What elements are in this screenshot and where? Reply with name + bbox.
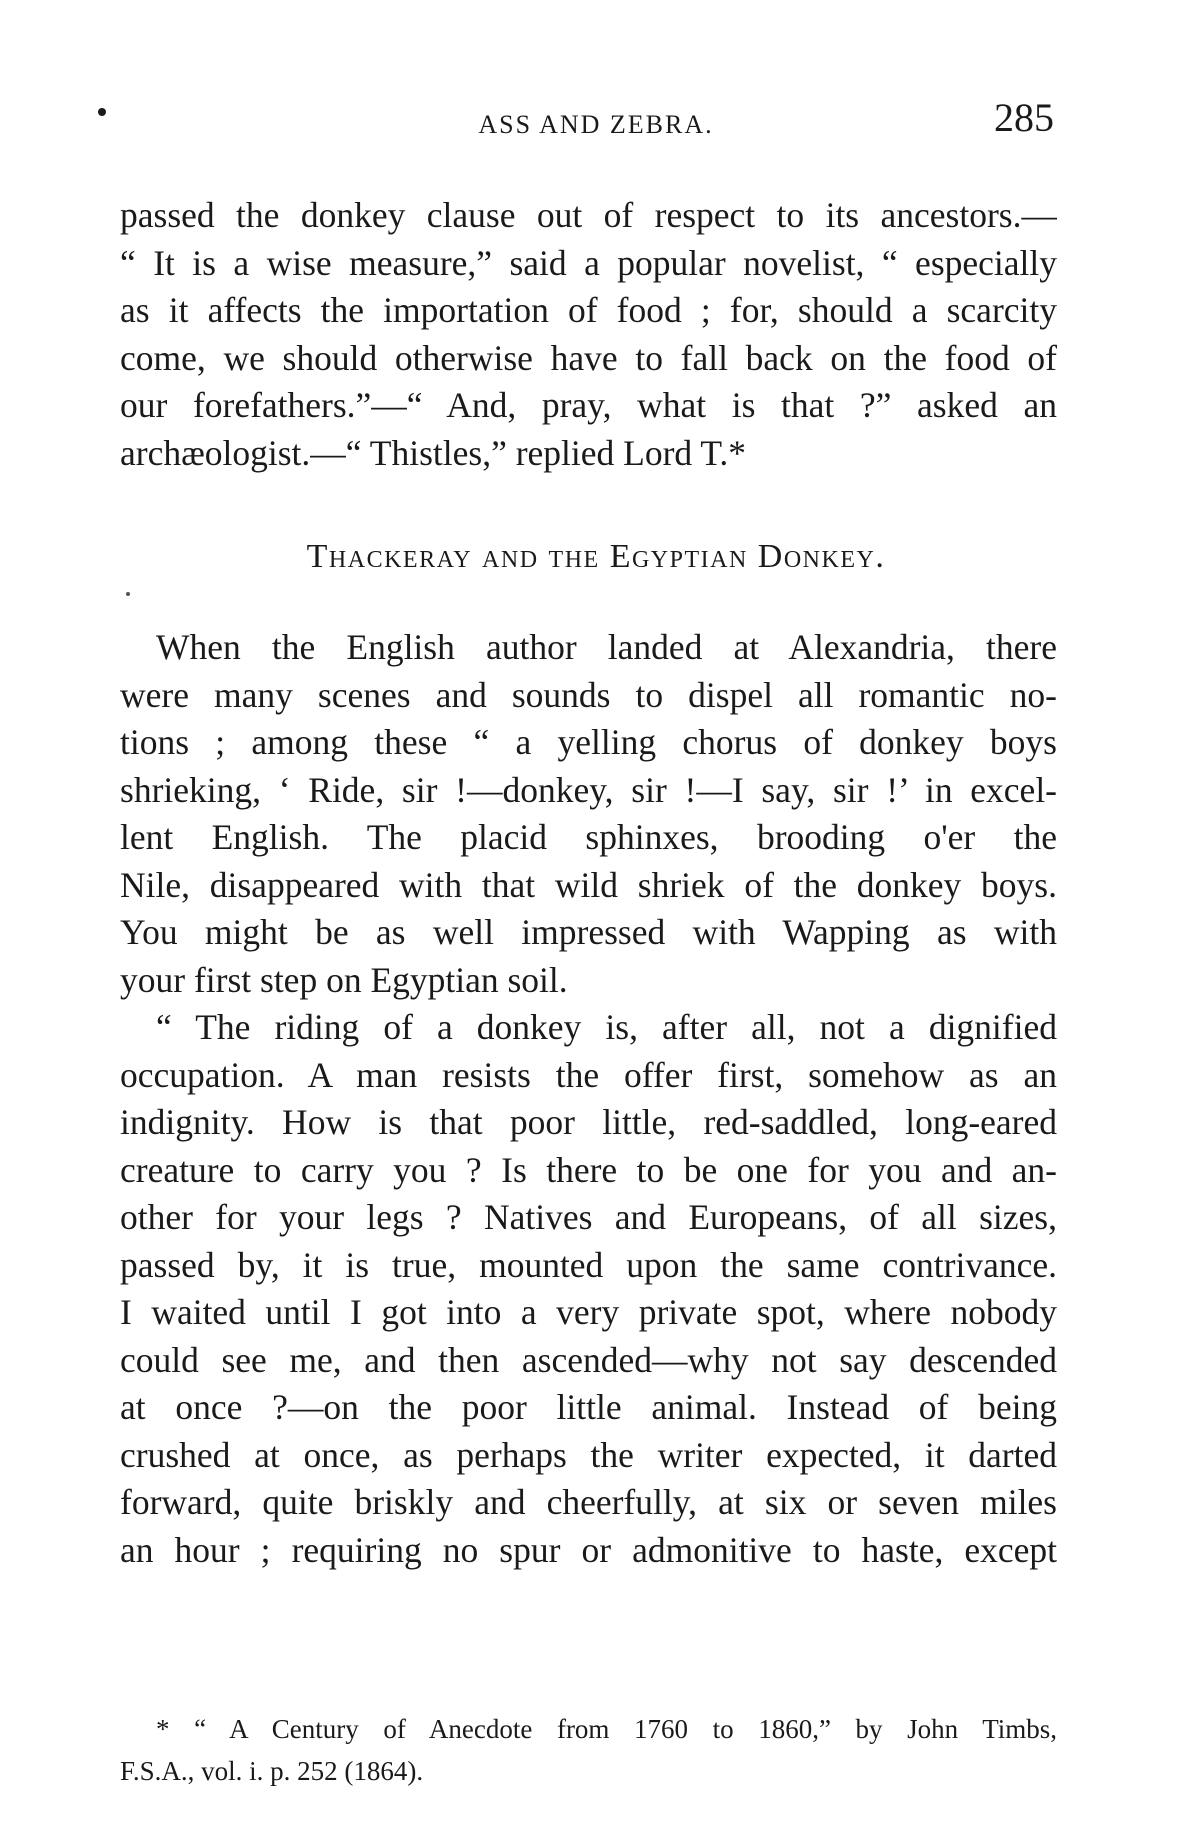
text-line: forward, quite briskly and cheerfully, at six or seven miles	[120, 1482, 1057, 1522]
text-line: our forefathers.”—“ And, pray, what is that ?” asked an	[120, 385, 1057, 425]
text-line: lent English. The placid sphinxes, brooding o'er the	[120, 817, 1057, 857]
text-line: your first step on Egyptian soil.	[120, 959, 568, 1000]
text-line: You might be as well impressed with Wapping as with	[120, 912, 1057, 952]
text-line: shrieking, ‘ Ride, sir !—donkey, sir !—I say, sir !’ in excel-	[120, 769, 1057, 810]
paragraph-thackeray	[120, 624, 1057, 1574]
section-heading: Thackeray and the Egyptian Donkey.	[306, 538, 886, 575]
text-line: an hour ; requiring no spur or admonitive to haste, except	[120, 1529, 1057, 1570]
text-line: come, we should otherwise have to fall back on the food of	[120, 337, 1057, 378]
footnote-line: F.S.A., vol. i. p. 252 (1864).	[120, 1756, 424, 1786]
text-line: other for your legs ? Natives and Europeans, of all sizes,	[120, 1197, 1057, 1237]
text-line: indignity. How is that poor little, red-saddled, long-eared	[120, 1102, 1057, 1142]
text-line: occupation. A man resists the offer first, somehow as an	[120, 1054, 1057, 1095]
running-head: ASS AND ZEBRA.	[478, 110, 714, 139]
text-line: as it affects the importation of food ; for, should a scarcity	[120, 290, 1057, 330]
text-line: Nile, disappeared with that wild shriek of the donkey boys.	[120, 864, 1057, 905]
text-line: passed the donkey clause out of respect to its ancestors.—	[120, 195, 1057, 235]
text-line: When the English author landed at Alexandria, there	[156, 627, 1057, 667]
text-line: could see me, and then ascended—why not say descended	[120, 1339, 1057, 1380]
page-number: 285	[994, 95, 1054, 140]
text-line: crushed at once, as perhaps the writer expected, it darted	[120, 1434, 1057, 1475]
text-line: “ The riding of a donkey is, after all, not a dignified	[156, 1007, 1057, 1047]
text-line: passed by, it is true, mounted upon the same contrivance.	[120, 1244, 1057, 1285]
text-line: archæologist.—“ Thistles,” replied Lord T.*	[120, 432, 747, 473]
text-line: creature to carry you ? Is there to be one for you and an-	[120, 1149, 1057, 1190]
text-line: “ It is a wise measure,” said a popular novelist, “ especially	[120, 242, 1057, 283]
text-line: tions ; among these “ a yelling chorus of donkey boys	[120, 722, 1057, 762]
stray-ink-dot	[126, 592, 130, 596]
text-line: at once ?—on the poor little animal. Instead of being	[120, 1387, 1057, 1427]
paragraph-ancestors	[120, 192, 1057, 477]
footnote-line: * “ A Century of Anecdote from 1760 to 1860,” by John Timbs,	[156, 1714, 1057, 1744]
text-line: I waited until I got into a very private spot, where nobody	[120, 1292, 1057, 1332]
footnote	[120, 1708, 1057, 1792]
text-line: were many scenes and sounds to dispel all romantic no-	[120, 674, 1057, 715]
